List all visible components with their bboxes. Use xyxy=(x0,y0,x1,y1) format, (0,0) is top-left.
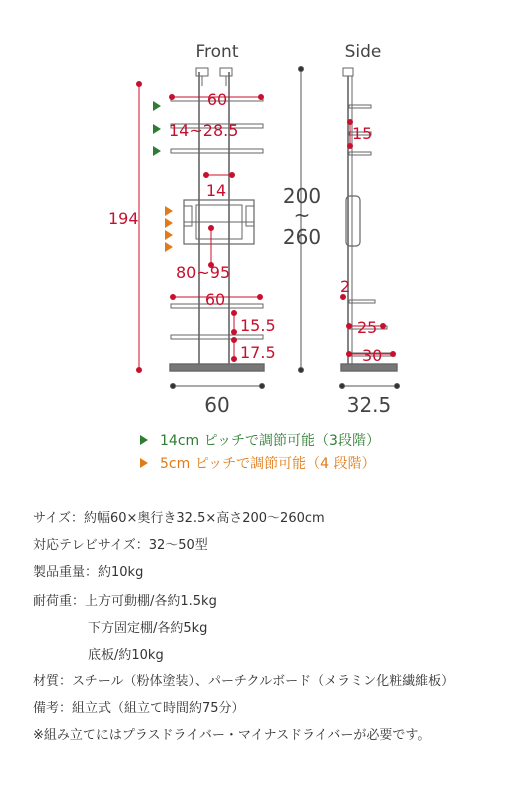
orange-adjust-markers xyxy=(165,206,173,252)
dim-width-lower: 60 xyxy=(204,290,226,309)
legend-orange xyxy=(140,453,376,473)
spec-tv-size: 対応テレビサイズ：32〜50型 xyxy=(33,538,208,553)
dim-side-shelf-30: 30 xyxy=(362,346,383,365)
dim-side-shelf-25: 25 xyxy=(357,318,378,337)
spec-weight: 製品重量：約10kg xyxy=(33,565,144,580)
legend-orange-text: 5cm ピッチで調節可能（4 段階） xyxy=(160,456,376,472)
spec-load-upper: 耐荷重：上方可動棚/各約1.5kg xyxy=(33,594,217,609)
spec-load-lower: 下方固定棚/各約5kg xyxy=(88,621,208,636)
front-view-label: Front xyxy=(195,42,239,62)
spec-material: 材質：スチール（粉体塗装）、パーチクルボード（メラミン化粧繊維板） xyxy=(33,674,455,689)
orange-triangle-icon xyxy=(140,458,148,468)
dim-base-depth: 32.5 xyxy=(346,393,392,417)
green-triangle-icon xyxy=(140,435,148,445)
spec-size: サイズ：約幅60×奥行き32.5×高さ200〜260cm xyxy=(33,511,325,526)
dim-total-height-min: 200 xyxy=(282,184,322,208)
dim-height-194: 194 xyxy=(108,209,139,228)
dim-gap-15-5: 15.5 xyxy=(240,316,276,335)
dim-side-offset: 2 xyxy=(340,277,351,296)
dim-base-width: 60 xyxy=(204,393,230,417)
legend-green-text: 14cm ピッチで調節可能（3段階） xyxy=(160,433,380,449)
dim-gap-17-5: 17.5 xyxy=(240,343,276,362)
legend-green xyxy=(140,430,380,450)
spec-tools-note: ※組み立てにはプラスドライバー・マイナスドライバーが必要です。 xyxy=(33,728,431,743)
side-view-label: Side xyxy=(344,42,382,62)
dim-total-height-tilde: ~ xyxy=(293,203,311,227)
dim-width-top: 60 xyxy=(206,90,228,109)
spec-notes: 備考：組立式（組立て時間約75分） xyxy=(33,701,245,716)
green-adjust-markers xyxy=(153,101,161,156)
spec-load-base: 底板/約10kg xyxy=(88,648,164,663)
dim-shelf-pitch: 14~28.5 xyxy=(169,121,239,140)
dim-side-shelf-depth: 15 xyxy=(352,124,373,143)
dim-total-height-max: 260 xyxy=(282,225,322,249)
dim-tv-height: 80~95 xyxy=(176,263,231,282)
dim-bracket-gap: 14 xyxy=(205,181,227,200)
